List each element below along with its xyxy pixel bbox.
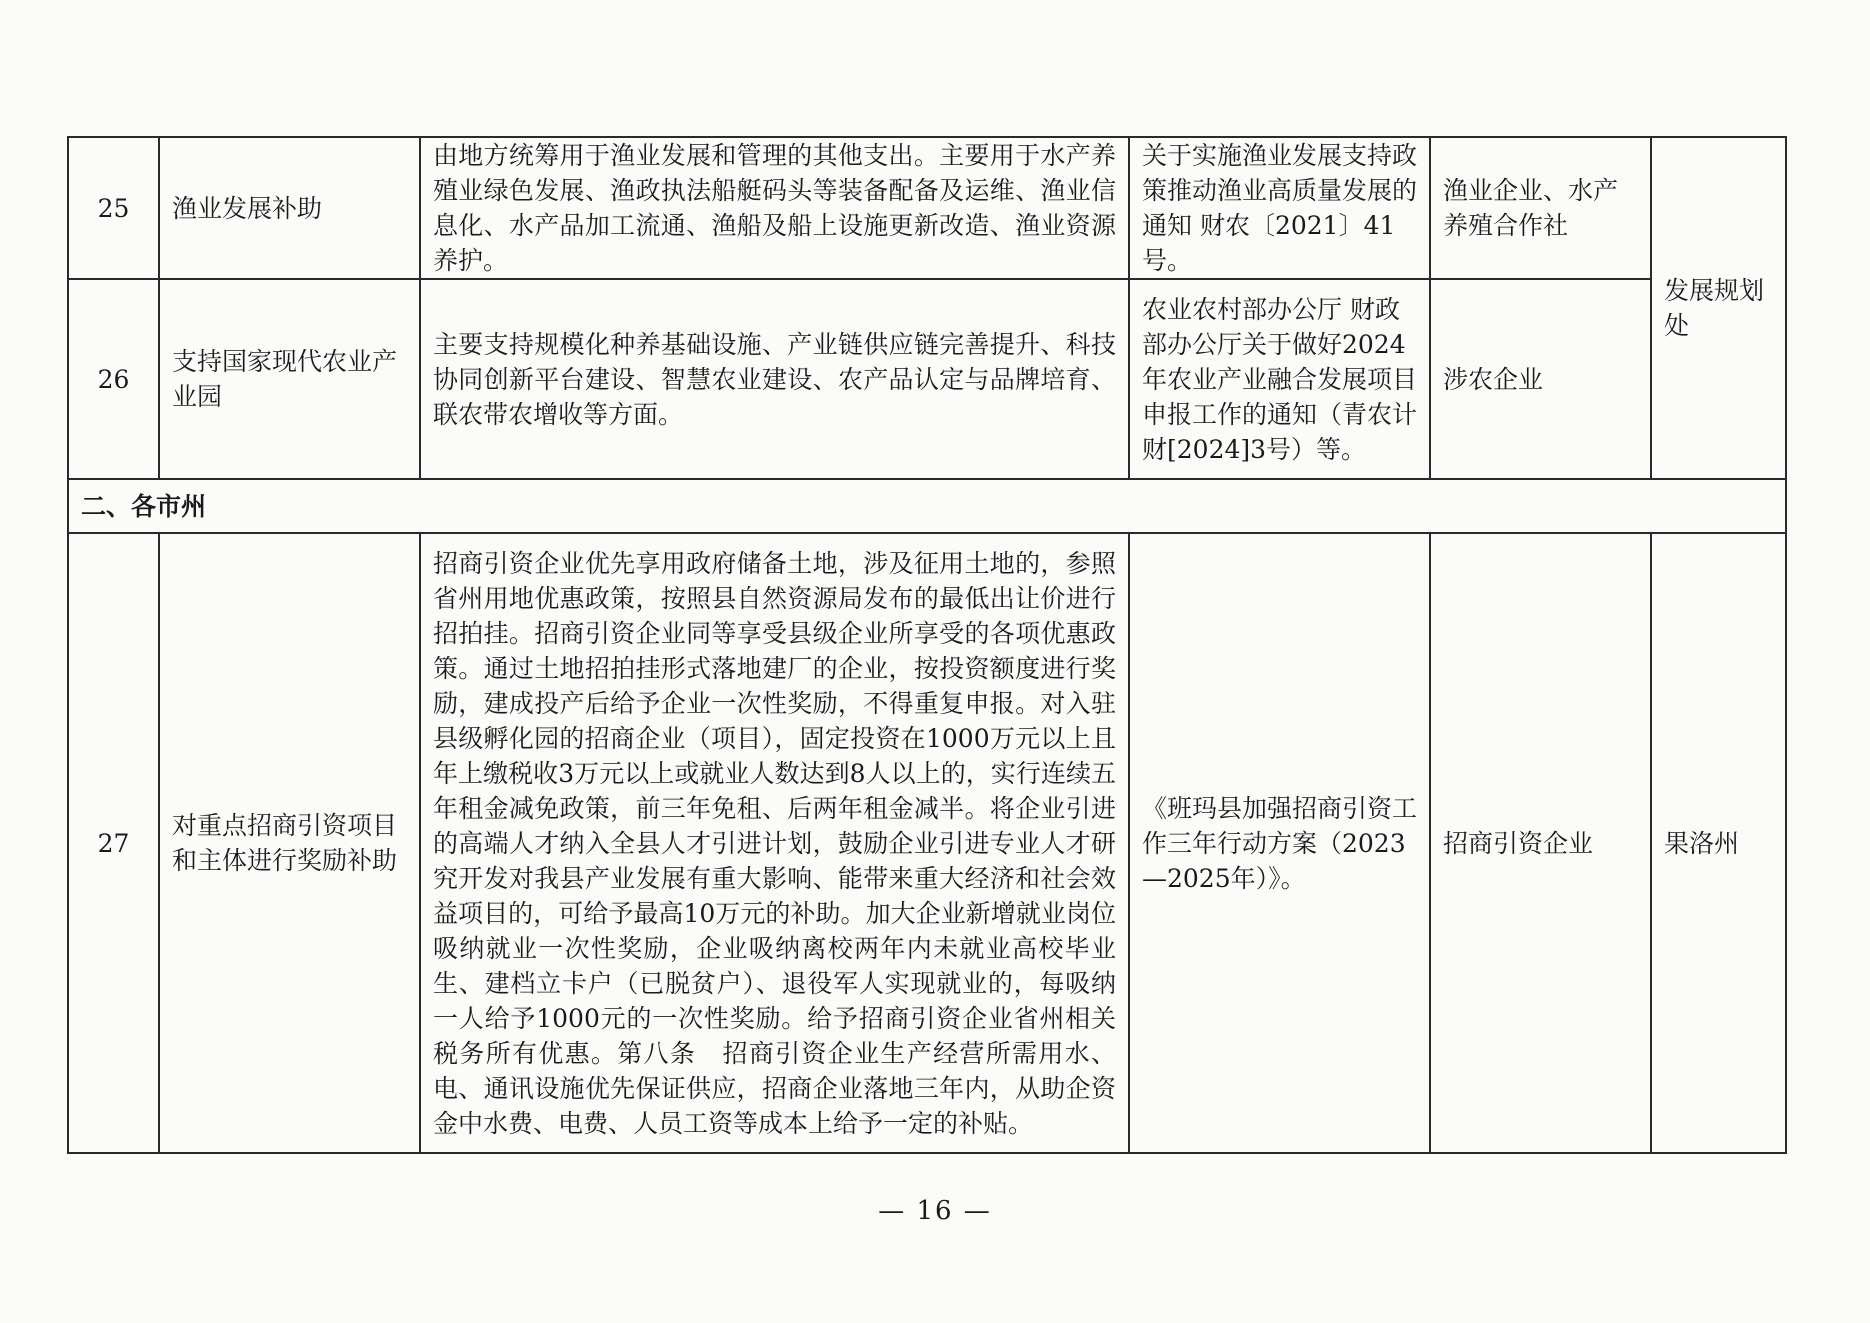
row-number: 27 [68, 533, 159, 1153]
table-row [68, 533, 1786, 1153]
policy-table [67, 136, 1787, 1154]
policy-basis: 《班玛县加强招商引资工作三年行动方案（2023—2025年）》。 [1129, 533, 1430, 1153]
policy-content: 招商引资企业优先享用政府储备土地，涉及征用土地的，参照省州用地优惠政策，按照县自然资源局发布的最低出让价进行招拍挂。招商引资企业同等享受县级企业所享受的各项优惠政策。通过土地招拍挂形式落地建厂的企业，按投资额度进行奖励，建成投产后给予企业一次性奖励，不得重复申报。对入驻县级孵化园的招商企业（项目），固定投资在1000万元以上且年上缴税收3万元以上或就业人数达到8人以上的，实行连续五年租金减免政策，前三年免租、后两年租金减半。将企业引进的高端人才纳入全县人才引进计划，鼓励企业引进专业人才研究开发对我县产业发展有重大影响、能带来重大经济和社会效益项目的，可给予最高10万元的补助。加大企业新增就业岗位吸纳就业一次性奖励，企业吸纳离校两年内未就业高校毕业生、建档立卡户（已脱贫户）、退役军人实现就业的，每吸纳一人给予1000元的一次性奖励。给予招商引资企业省州相关税务所有优惠。第八条 招商引资企业生产经营所需用水、电、通讯设施优先保证供应，招商企业落地三年内，从助企资金中水费、电费、人员工资等成本上给予一定的补贴。 [420, 533, 1129, 1153]
page-number: — 16 — [878, 1196, 992, 1226]
row-number: 25 [68, 137, 159, 279]
policy-basis: 关于实施渔业发展支持政策推动渔业高质量发展的通知 财农〔2021〕41号。 [1129, 137, 1430, 279]
policy-target: 涉农企业 [1430, 279, 1651, 479]
policy-content: 由地方统筹用于渔业发展和管理的其他支出。主要用于水产养殖业绿色发展、渔政执法船艇码头等装备配备及运维、渔业信息化、水产品加工流通、渔船及船上设施更新改造、渔业资源养护。 [420, 137, 1129, 279]
policy-name: 支持国家现代农业产业园 [159, 279, 420, 479]
policy-target: 渔业企业、水产养殖合作社 [1430, 137, 1651, 279]
table-row [68, 279, 1786, 479]
section-title: 二、各市州 [68, 479, 1786, 533]
policy-content: 主要支持规模化种养基础设施、产业链供应链完善提升、科技协同创新平台建设、智慧农业建设、农产品认定与品牌培育、联农带农增收等方面。 [420, 279, 1129, 479]
responsible-department: 果洛州 [1651, 533, 1786, 1153]
policy-basis: 农业农村部办公厅 财政部办公厅关于做好2024年农业产业融合发展项目申报工作的通知（青农计财[2024]3号）等。 [1129, 279, 1430, 479]
policy-name: 对重点招商引资项目和主体进行奖励补助 [159, 533, 420, 1153]
policy-target: 招商引资企业 [1430, 533, 1651, 1153]
policy-name: 渔业发展补助 [159, 137, 420, 279]
responsible-department: 发展规划处 [1651, 137, 1786, 479]
row-number: 26 [68, 279, 159, 479]
table-row [68, 137, 1786, 279]
section-row [68, 479, 1786, 533]
